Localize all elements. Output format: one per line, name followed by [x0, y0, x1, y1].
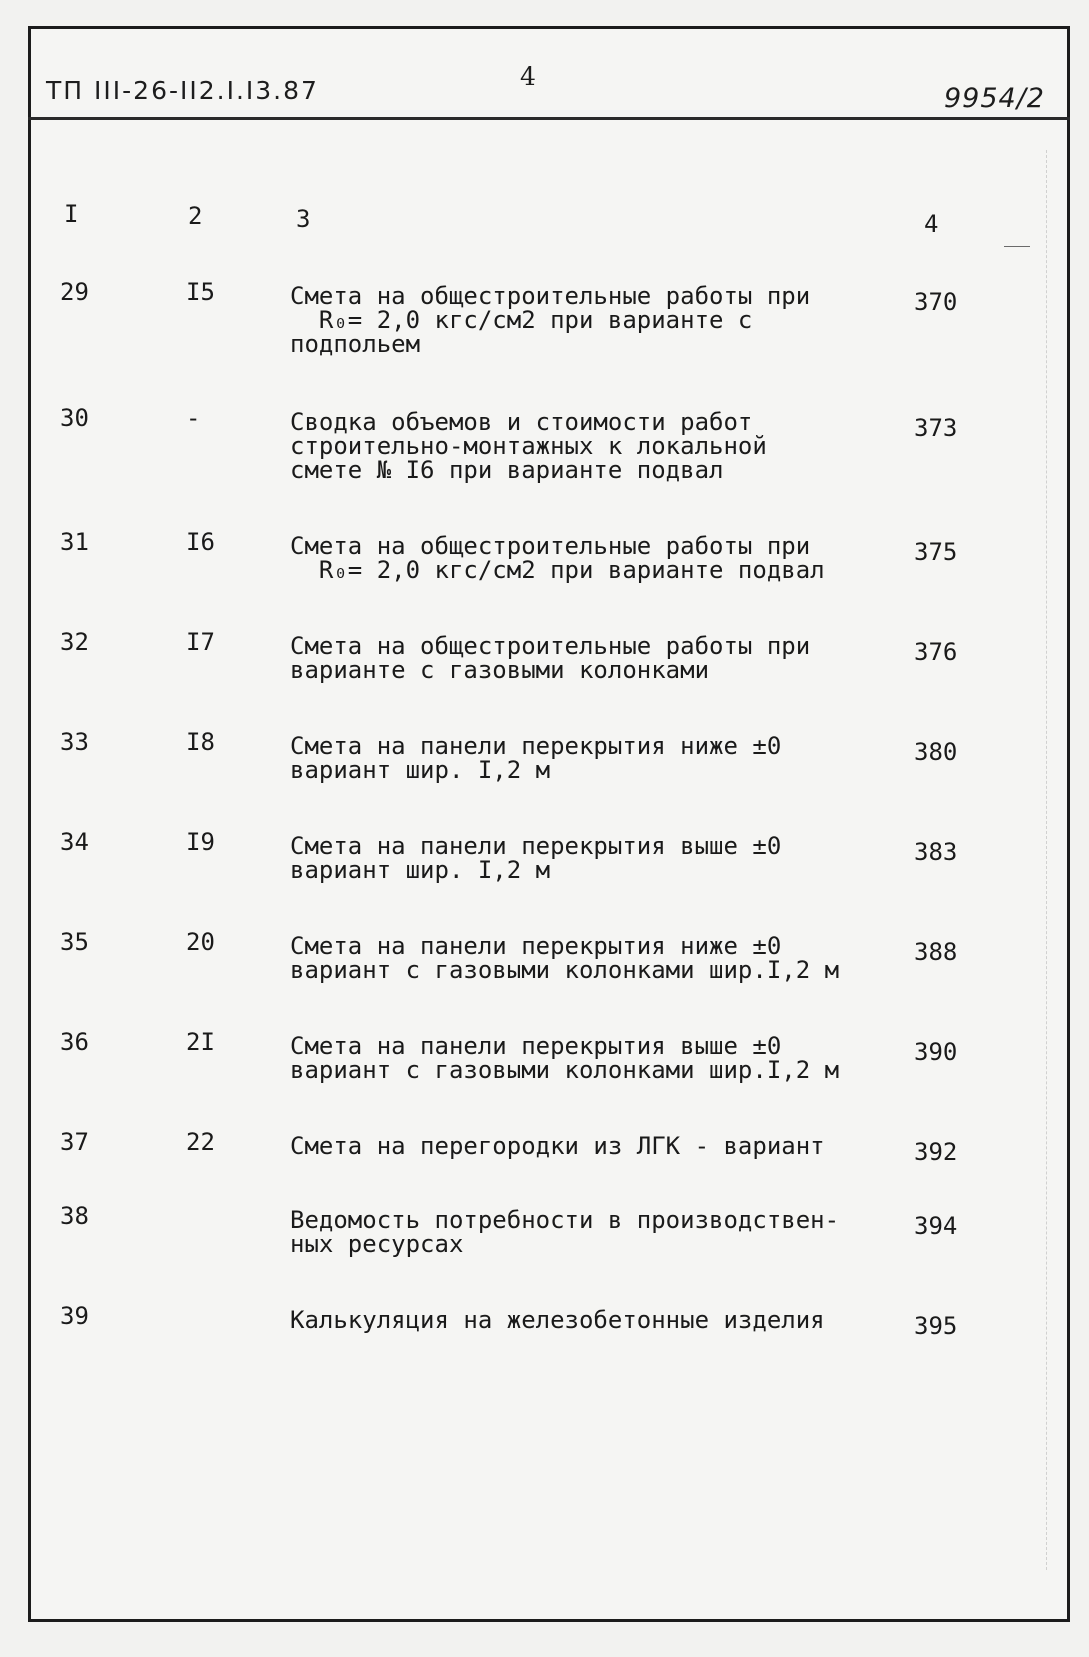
- row-number: 30: [60, 404, 89, 432]
- row-description: Смета на перегородки из ЛГК - вариант: [290, 1132, 825, 1160]
- sheet-number: 22: [186, 1128, 215, 1156]
- sheet-number: I9: [186, 828, 215, 856]
- column-header-2: 2: [188, 202, 203, 230]
- row-number: 29: [60, 278, 89, 306]
- sheet-number: I8: [186, 728, 215, 756]
- row-description: Смета на общестроительные работы при R₀= 2,0 кгс/см2 при варианте подвал: [290, 532, 825, 584]
- row-number: 33: [60, 728, 89, 756]
- margin-marks: [1046, 150, 1053, 1570]
- row-number: 39: [60, 1302, 89, 1330]
- margin-dash: [1004, 246, 1030, 247]
- row-number: 36: [60, 1028, 89, 1056]
- row-description: Смета на общестроительные работы при R₀= 2,0 кгс/см2 при варианте с подпольем: [290, 282, 811, 358]
- archive-number: 9954/2: [944, 83, 1045, 114]
- header-rule: [28, 117, 1070, 120]
- row-number: 35: [60, 928, 89, 956]
- row-number: 37: [60, 1128, 89, 1156]
- document-sheet: [28, 26, 1070, 1622]
- page-ref: 392: [914, 1138, 958, 1166]
- row-description: Ведомость потребности в производствен- ных ресурсах: [290, 1206, 840, 1258]
- doc-code: ТП III-26-II2.I.I3.87: [46, 76, 319, 105]
- row-description: Смета на панели перекрытия ниже ±0 вариант с газовыми колонками шир.I,2 м: [290, 932, 840, 984]
- row-description: Сводка объемов и стоимости работ строительно-монтажных к локальной смете № I6 при варианте подвал: [290, 408, 767, 484]
- page-ref: 370: [914, 288, 958, 316]
- row-description: Смета на панели перекрытия выше ±0 вариант шир. I,2 м: [290, 832, 782, 884]
- sheet-number: I6: [186, 528, 215, 556]
- sheet-number: I5: [186, 278, 215, 306]
- row-number: 34: [60, 828, 89, 856]
- column-header-4: 4: [924, 210, 939, 238]
- page-ref: 375: [914, 538, 958, 566]
- sheet-number: 2I: [186, 1028, 215, 1056]
- page-ref: 376: [914, 638, 958, 666]
- sheet-number: 20: [186, 928, 215, 956]
- column-header-1: I: [64, 200, 79, 228]
- sheet-number: -: [186, 404, 201, 432]
- row-number: 31: [60, 528, 89, 556]
- row-description: Смета на панели перекрытия ниже ±0 вариант шир. I,2 м: [290, 732, 782, 784]
- row-description: Смета на общестроительные работы при варианте с газовыми колонками: [290, 632, 811, 684]
- row-description: Смета на панели перекрытия выше ±0 вариант с газовыми колонками шир.I,2 м: [290, 1032, 840, 1084]
- page-number: 4: [520, 62, 536, 91]
- page-ref: 383: [914, 838, 958, 866]
- row-number: 38: [60, 1202, 89, 1230]
- page-ref: 395: [914, 1312, 958, 1340]
- sheet-number: I7: [186, 628, 215, 656]
- page-ref: 388: [914, 938, 958, 966]
- page-ref: 380: [914, 738, 958, 766]
- page-ref: 394: [914, 1212, 958, 1240]
- page-ref: 390: [914, 1038, 958, 1066]
- row-description: Калькуляция на железобетонные изделия: [290, 1306, 825, 1334]
- row-number: 32: [60, 628, 89, 656]
- column-header-3: 3: [296, 205, 311, 233]
- page-ref: 373: [914, 414, 958, 442]
